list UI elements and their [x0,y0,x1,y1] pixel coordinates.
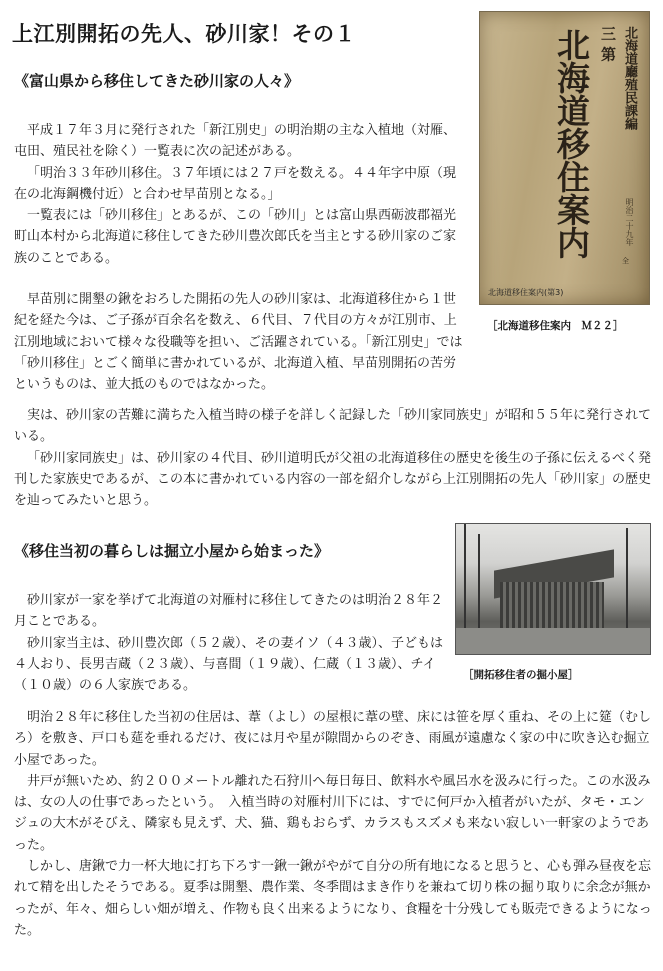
paragraph: しかし、唐鍬で力一杯大地に打ち下ろす一鍬一鍬がやがて自分の所有地になると思うと、心も弾み昼夜を忘れて精を出したそうである。夏季は開墾、農作業、冬季間はまき作りを兼ねて切り株の掘り取りに余念が無かったが、年々、畑らしい畑が増え、作物も良く出来るようになり、食糧を十分残しても販売できるようになった。 [14,859,652,938]
settler-hut-photo [455,523,651,655]
book-cover-text: 北海道廳殖民課編 [622,26,637,130]
paragraph: 井戸が無いため、約２００メートル離れた石狩川へ毎日毎日、飲料水や風呂水を汲みに行った。この水汲みは、女の人の仕事であったという。 入植当時の対雁村川下には、すでに何戸か入植者がいたが、タモ・エンジュの大木がそびえ、隣家も見えず、犬、猫、鶏もおらず、カラスもスズメも来ない寂しい一軒家のようであった。 [14,773,651,853]
paragraph: 「砂川家同族史」は、砂川家の４代目、砂川道明氏が父祖の北海道移住の歴史を後生の子孫に伝えるべく発刊した家族史であるが、この本に書かれている内容の一部を紹介しながら上江別開拓の先人「砂川家」の歴史を辿ってみたいと思う。 [14,450,652,509]
section1-heading: 《富山県から移住してきた砂川家の人々》 [14,72,300,90]
section2-body-full [14,707,652,941]
paragraph: 早苗別に開墾の鍬をおろした開拓の先人の砂川家は、北海道移住から１世紀を経た今は、ご子孫が百余名を数え、６代目、７代目の方々が江別市、上江別地域において様々な役職等を担い、ご活躍されている。「新江別史」では「砂川移住」とごく簡単に書かれているが、北海道入植、早苗別開拓の苦労というものは、並大抵のものではなかった。 [14,292,463,393]
book-cover-date: 明治二十九年 [625,198,634,246]
book-cover-title: 北海道移住案内 [552,28,591,259]
paragraph: 砂川家が一家を挙げて北海道の対雁村に移住してきたのは明治２８年２月ことである。 [14,593,444,630]
paragraph: 一覧表には「砂川移住」とあるが、この「砂川」とは富山県西砺波郡福光町山本村から北海道に移住してきた砂川豊次郎氏を当主とする砂川家のご家族のことである。 [14,208,457,266]
section2-body-upper [14,590,450,696]
paragraph: 砂川家当主は、砂川豊次郎（５２歳）、その妻イソ（４３歳）、子どもは４人おり、長男吉蔵（２３歳）、与喜間（１９歳）、仁蔵（１３歳）、チイ（１０歳）の６人家族である。 [14,635,444,694]
book-cover-mark: 全 [622,257,629,265]
section1-body-lower [14,289,464,395]
photo-caption: ［開拓移住者の掘小屋］ [463,669,579,681]
book-cover-image [479,11,650,305]
section2-heading: 《移住当初の暮らしは掘立小屋から始まった》 [14,542,330,560]
paragraph: 平成１７年３月に発行された「新江別史」の明治期の主な入植地（対雁、屯田、殖民社を除く）一覧表に次の記述がある。 [14,123,457,160]
paragraph: 「明治３３年砂川移住。３７年頃には２７戸を数える。４４年字中原（現在の北海鋼機付近）と合わせ早苗別となる。」 [14,165,457,202]
book-caption: ［北海道移住案内 Ｍ２２］ [487,320,624,332]
section1-body-full [14,405,652,511]
book-inner-caption: 北海道移住案内(第3) [488,288,564,297]
page-title: 上江別開拓の先人、砂川家！その１ [12,22,356,46]
book-cover-text: 三 第 [599,26,617,62]
paragraph: 実は、砂川家の苦難に満ちた入植当時の様子を詳しく記録した「砂川家同族史」が昭和５５年に発行されている。 [14,408,652,445]
section1-body-upper [14,120,467,269]
paragraph: 明治２８年に移住した当初の住居は、葦（よし）の屋根に葦の壁、床には笹を厚く重ね、その上に筵（むしろ）を敷き、戸口も莚を垂れるだけ、夜には月や星が隙間からのぞき、雨風が遠慮なく家の中に吹き込む掘立小屋であった。 [14,710,652,768]
